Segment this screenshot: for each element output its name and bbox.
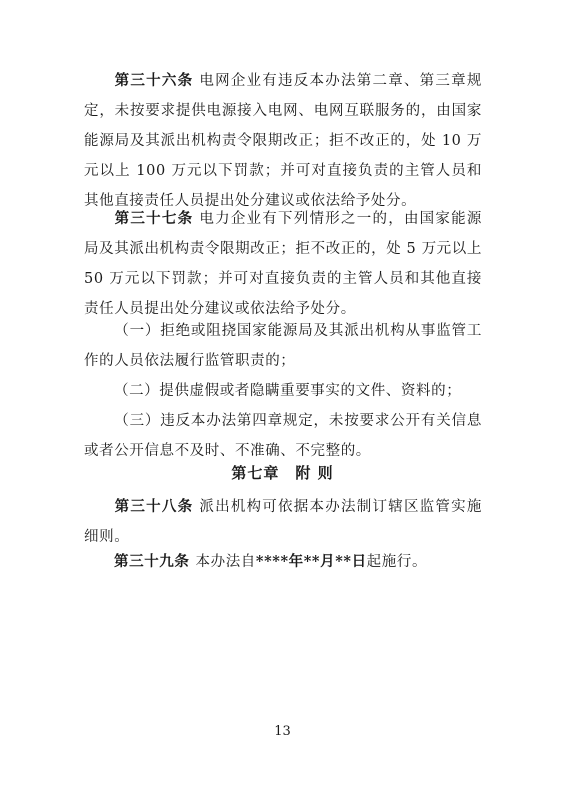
- article-37: [84, 204, 482, 324]
- page-number: 13: [274, 724, 291, 739]
- article-36: [84, 66, 482, 216]
- article-text: 派出机构可依据本办法制订辖区监管实施细则。: [84, 499, 482, 545]
- article-37-item-2: [84, 376, 482, 406]
- article-label: 第三十六条: [114, 72, 194, 89]
- chapter-number: 第七章: [231, 464, 280, 482]
- list-item: （三）违反本办法第四章规定，未按要求公开有关信息或者公开信息不及时、不准确、不完整的。: [84, 413, 482, 459]
- list-item: （二）提供虚假或者隐瞒重要事实的文件、资料的；: [114, 383, 462, 399]
- article-text: 电网企业有违反本办法第二章、第三章规定，未按要求提供电源接入电网、电网互联服务的，由国家能源局及其派出机构责令限期改正；拒不改正的，处 10 万元以上 100 万元以下罚款；并可对直接负责的主管人员和其他直接责任人员提出处分建议或依法给予处分。: [84, 73, 482, 209]
- article-text-suffix: 起施行。: [366, 554, 428, 570]
- chapter-heading: [0, 462, 565, 483]
- article-label: 第三十七条: [114, 210, 194, 227]
- list-item: （一）拒绝或阻挠国家能源局及其派出机构从事监管工作的人员依法履行监管职责的；: [84, 323, 482, 369]
- article-38: [84, 492, 482, 552]
- article-37-item-3: [84, 406, 482, 466]
- article-text-prefix: 本办法自: [195, 554, 256, 570]
- article-37-item-1: [84, 316, 482, 376]
- article-label: 第三十九条: [114, 553, 190, 570]
- article-text: 电力企业有下列情形之一的，由国家能源局及其派出机构责令限期改正；拒不改正的，处 5 万元以上 50 万元以下罚款；并可对直接负责的主管人员和其他直接责任人员提出处分建议或依法给予处分。: [84, 211, 482, 317]
- article-label: 第三十八条: [114, 498, 194, 515]
- article-39: [84, 547, 482, 577]
- chapter-title: 附 则: [295, 464, 334, 482]
- effective-date: ****年**月**日: [255, 553, 367, 570]
